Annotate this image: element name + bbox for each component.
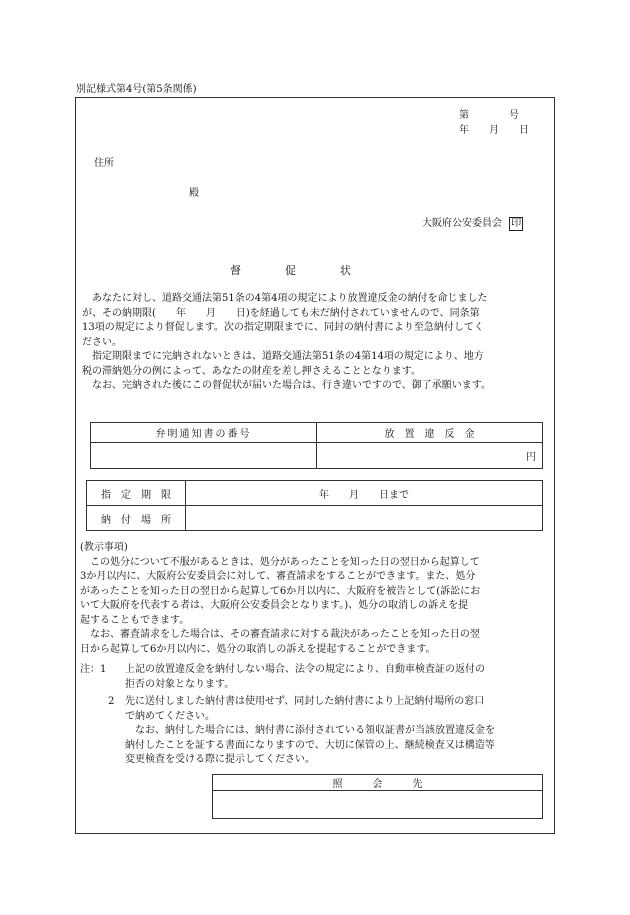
note-line: 拒否の対象となります。 <box>125 678 235 690</box>
notice-number-header: 弁明通知書の番号 <box>91 423 317 443</box>
violation-table <box>90 422 543 469</box>
form-label: 別記様式第4号(第5条関係) <box>76 84 197 95</box>
address-label: 住所 <box>94 158 114 169</box>
document-title: 督 促 状 <box>230 264 351 277</box>
note-line: 変更検査を受ける際に提示してください。 <box>125 754 315 765</box>
body-line: が、その納期限( 年 月 日)を経過しても未だ納付されていませんので、同条第 <box>82 307 480 319</box>
note-prefix: 注：1 <box>80 664 107 675</box>
body-line: 税の滞納処分の例によって、あなたの財産を差し押さえることとなります。 <box>82 365 421 377</box>
note-line: なお、納付した場合には、納付書に添付されている領収証書が当該放置違反金を <box>125 725 495 736</box>
payment-place-value <box>186 506 543 531</box>
instruction-line: なお、審査請求をした場合は、その審査請求に対する裁決があったことを知った日の翌 <box>80 629 480 640</box>
instructions-heading: (教示事項) <box>80 542 128 553</box>
honorific: 殿 <box>189 188 199 199</box>
body-line: あなたに対し、道路交通法第51条の4第4項の規定により放置違反金の納付を命じました <box>82 293 488 304</box>
deadline-value: 年 月 日まで <box>186 481 543 506</box>
deadline-label: 指 定 期 限 <box>87 481 186 506</box>
note-line: 納付したことを証する書面になりますので、大切に保管の上、継続検査又は構造等 <box>125 739 495 751</box>
body-line: ださい。 <box>82 336 122 348</box>
deadline-table <box>86 480 543 531</box>
note-2-number: 2 <box>108 696 115 707</box>
issuer-name <box>422 217 523 231</box>
body-line: 13項の規定により督促します。次の指定期限までに、同封の納付書により至急納付してく <box>82 322 484 333</box>
body-line: なお、完納された後にこの督促状が届いた場合は、行き違いですので、御了承願います。 <box>82 380 491 391</box>
seal-stamp: 印 <box>511 218 522 229</box>
note-2 <box>125 695 552 768</box>
instruction-line: この処分について不服があるときは、処分があったことを知った日の翌日から起算して <box>80 556 480 568</box>
note-1 <box>125 663 552 692</box>
note-line: で納めてください。 <box>125 710 215 722</box>
instructions <box>80 541 552 657</box>
body-paragraph-1 <box>82 292 552 394</box>
notice-number-value <box>91 443 317 469</box>
contact-header: 照 会 先 <box>213 775 543 791</box>
fine-amount-value: 円 <box>317 443 543 469</box>
instruction-line: いて大阪府を代表する者は、大阪府公安委員会となります。)、処分の取消しの訴えを提 <box>80 600 469 611</box>
document-date: 年 月 日 <box>459 125 529 136</box>
note-line: 上記の放置違反金を納付しない場合、法令の規定により、自動車検査証の返付の <box>125 664 485 675</box>
contact-table <box>212 774 543 819</box>
payment-place-label: 納 付 場 所 <box>87 506 186 531</box>
document-number: 第 号 <box>459 110 519 121</box>
contact-value <box>213 791 543 819</box>
body-line: 指定期限までに完納されないときは、道路交通法第51条の4第14項の規定により、地方 <box>82 351 484 362</box>
note-line: 先に送付しました納付書は使用せず、同封した納付書により上記納付場所の窓口 <box>125 696 485 707</box>
fine-amount-header: 放 置 違 反 金 <box>317 423 543 443</box>
instruction-line: 3か月以内に、大阪府公安委員会に対して、審査請求をすることができます。また、処分 <box>80 571 476 582</box>
instruction-line: 日から起算して6か月以内に、処分の取消しの訴えを提起することができます。 <box>80 643 436 655</box>
instruction-line: があったことを知った日の翌日から起算して6か月以内に、大阪府を被告として(訴訟にお <box>80 585 481 597</box>
issuer-name-text: 大阪府公安委員会 <box>422 218 502 229</box>
instruction-line: 起することもできます。 <box>80 614 190 626</box>
